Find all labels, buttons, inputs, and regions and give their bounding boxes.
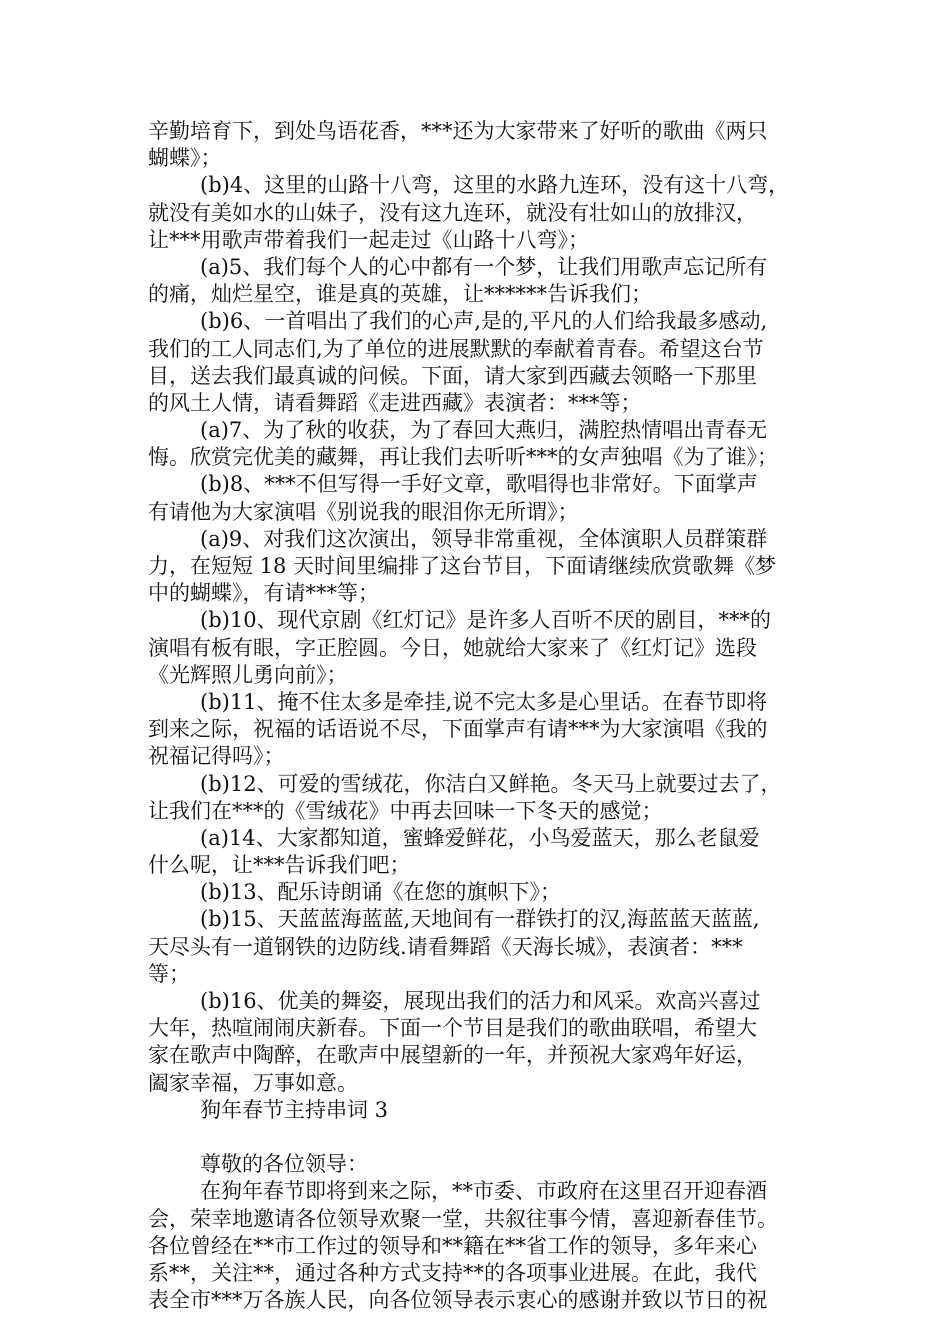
text-line: 让我们在***的《雪绒花》中再去回味一下冬天的感觉； bbox=[148, 798, 663, 823]
text-line: 在狗年春节即将到来之际，**市委、市政府在这里召开迎春酒 bbox=[200, 1179, 767, 1204]
text-line: 什么呢，让***告诉我们吧； bbox=[148, 853, 411, 878]
text-line: (b)6、一首唱出了我们的心声,是的,平凡的人们给我最多感动, bbox=[200, 309, 768, 334]
text-line: 阖家幸福，万事如意。 bbox=[148, 1070, 358, 1095]
text-line: (b)16、优美的舞姿，展现出我们的活力和风采。欢高兴喜过 bbox=[200, 989, 761, 1013]
text-line: 家在歌声中陶醉，在歌声中展望新的一年，并预祝大家鸡年好运， bbox=[148, 1043, 757, 1068]
text-line: 表全市***万各族人民，向各位领导表示衷心的感谢并致以节日的祝 bbox=[148, 1288, 768, 1313]
text-line: 就没有美如水的山妹子，没有这九连环，就没有壮如山的放排汉， bbox=[148, 200, 757, 225]
text-line: 祝福记得吗》； bbox=[148, 744, 285, 769]
text-line: 辛勤培育下，到处鸟语花香，***还为大家带来了好听的歌曲《两只 bbox=[148, 119, 768, 143]
blank-line bbox=[148, 1124, 812, 1151]
text-line: 会，荣幸地邀请各位领导欢聚一堂，共叙往事今情，喜迎新春佳节。 bbox=[148, 1206, 778, 1231]
text-line: 让***用歌声带着我们一起走过《山路十八弯》； bbox=[148, 227, 589, 252]
text-line: (a)7、为了秋的收获，为了春回大燕归，满腔热情唱出青春无 bbox=[200, 418, 768, 443]
text-line: (b)13、配乐诗朗诵《在您的旗帜下》； bbox=[200, 880, 562, 905]
text-line: 我们的工人同志们,为了单位的进展默默的奉献着青春。希望这台节 bbox=[148, 336, 764, 361]
text-line: 《光辉照儿勇向前》； bbox=[148, 662, 348, 687]
text-line: 悔。欣赏完优美的藏舞，再让我们去听听***的女声独唱《为了谁》； bbox=[148, 445, 778, 470]
text-line: (a)5、我们每个人的心中都有一个梦，让我们用歌声忘记所有 bbox=[200, 254, 768, 279]
text-line: 系**，关注**，通过各种方式支持**的各项事业进展。在此，我代 bbox=[148, 1260, 757, 1285]
text-line: 等； bbox=[148, 961, 190, 986]
text-line: 狗年春节主持串词 3 bbox=[200, 1097, 389, 1122]
text-line: 尊敬的各位领导： bbox=[200, 1152, 368, 1177]
text-line: (b)10、现代京剧《红灯记》是许多人百听不厌的剧目，***的 bbox=[200, 608, 772, 633]
text-line: (b)11、掩不住太多是牵挂,说不完太多是心里话。在春节即将 bbox=[200, 689, 768, 714]
text-line: 中的蝴蝶》，有请***等； bbox=[148, 581, 379, 606]
text-line: 的痛，灿烂星空，谁是真的英雄，让******告诉我们； bbox=[148, 282, 652, 307]
text-line: (a)9、对我们这次演出，领导非常重视，全体演职人员群策群 bbox=[200, 526, 768, 551]
text-line: 有请他为大家演唱《别说我的眼泪你无所谓》； bbox=[148, 499, 579, 524]
text-line: 蝴蝶》； bbox=[148, 146, 222, 171]
text-line: 到来之际，祝福的话语说不尽，下面掌声有请***为大家演唱《我的 bbox=[148, 717, 768, 742]
text-line: 天尽头有一道钢铁的边防线.请看舞蹈《天海长城》，表演者：*** bbox=[148, 934, 743, 959]
text-line: 演唱有板有眼，字正腔圆。今日，她就给大家来了《红灯记》选段 bbox=[148, 635, 757, 660]
document-page bbox=[148, 118, 812, 1314]
text-line: (b)15、天蓝蓝海蓝蓝,天地间有一群铁打的汉,海蓝蓝天蓝蓝, bbox=[200, 907, 760, 932]
text-line: (b)8、***不但写得一手好文章，歌唱得也非常好。下面掌声 bbox=[200, 472, 758, 497]
text-line: 力，在短短 18 天时间里编排了这台节目，下面请继续欣赏歌舞《梦 bbox=[148, 554, 777, 578]
text-line: (b)12、可爱的雪绒花，你洁白又鲜艳。冬天马上就要过去了， bbox=[200, 771, 782, 796]
text-line: (a)14、大家都知道，蜜蜂爱鲜花，小鸟爱蓝天，那么老鼠爱 bbox=[200, 825, 760, 850]
text-line: 各位曾经在**市工作过的领导和**籍在**省工作的领导，多年来心 bbox=[148, 1233, 757, 1258]
text-line: (b)4、这里的山路十八弯，这里的水路九连环，没有这十八弯， bbox=[200, 173, 790, 198]
text-line: 目，送去我们最真诚的问候。下面，请大家到西藏去领略一下那里 bbox=[148, 363, 757, 388]
text-line: 的风土人情，请看舞蹈《走进西藏》表演者：***等； bbox=[148, 390, 642, 415]
text-line: 大年，热喧闹闹庆新春。下面一个节目是我们的歌曲联唱，希望大 bbox=[148, 1016, 757, 1041]
